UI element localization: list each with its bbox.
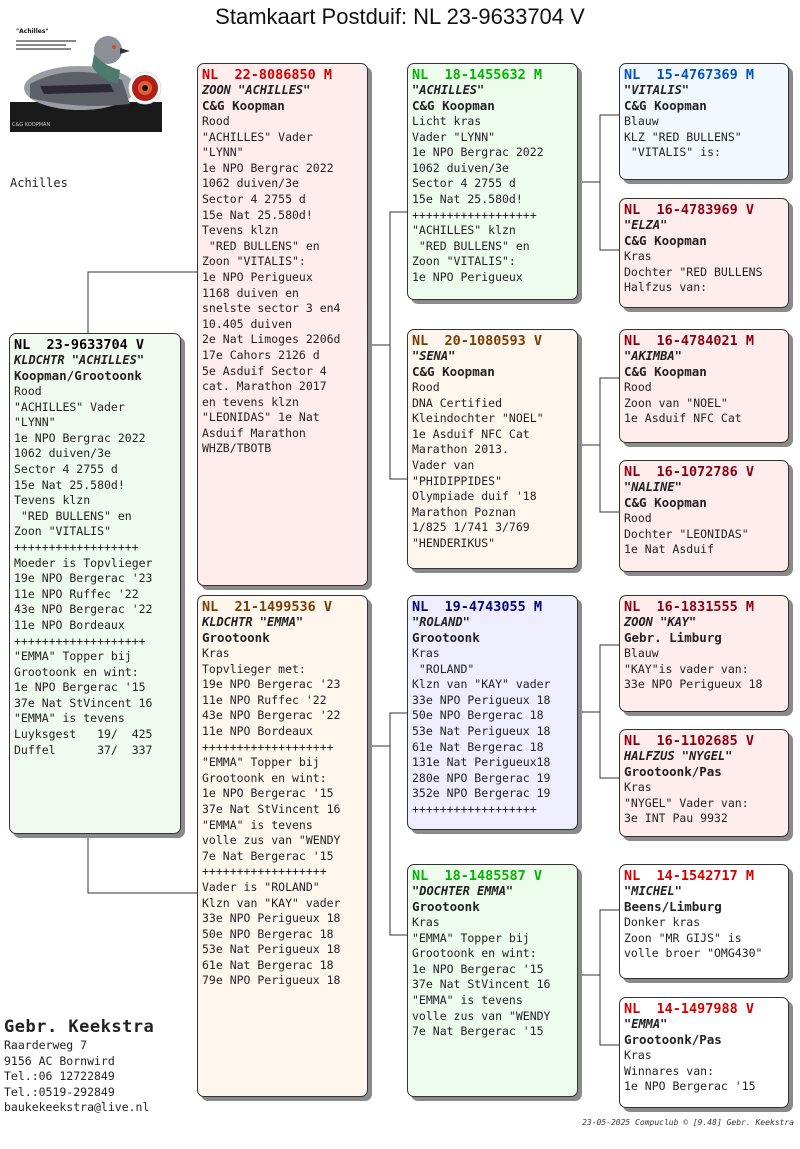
pigeon-name: "SENA" — [412, 349, 456, 363]
info-line: 43e NPO Bergerac '22 — [202, 708, 341, 723]
owner: Grootoonk — [412, 899, 480, 914]
owner: C&G Koopman — [202, 98, 285, 113]
pedigree-card-mother-father — [407, 595, 578, 830]
info-line: en tevens klzn — [202, 394, 299, 409]
info-line: Rood — [14, 384, 42, 398]
pigeon-name: ZOON "KAY" — [624, 615, 697, 629]
info-line: volle zus van "WENDY — [202, 833, 341, 848]
breeder-address: Raarderweg 7 — [4, 1038, 88, 1052]
breeder-phone: Tel.:0519-292849 — [4, 1084, 115, 1099]
info-line: Vader van — [412, 457, 475, 472]
owner: Grootoonk/Pas — [624, 764, 722, 779]
pigeon-name: "VITALIS" — [624, 83, 690, 97]
info-line: Sector 4 2755 d — [202, 191, 306, 206]
info-line: 17e Cahors 2126 d — [202, 347, 320, 362]
info-line: Grootoonk en wint: — [202, 770, 327, 785]
info-line: 11e NPO Bordeaux — [14, 617, 125, 632]
info-line: +++++++++++++++++++ — [14, 633, 146, 648]
info-line: 53e Nat Perigueux 18 — [202, 942, 341, 957]
info-line: Zoon "VITALIS": — [412, 254, 516, 269]
info-line: 7e Nat Bergerac '15 — [202, 848, 334, 863]
pedigree-card-fmf — [619, 329, 789, 443]
info-line: Grootoonk en wint: — [14, 664, 139, 679]
info-line: 33e NPO Perigueux 18 — [624, 677, 763, 692]
info-line: Dochter "LEONIDAS" — [624, 526, 749, 541]
info-line: Rood — [412, 380, 440, 394]
pigeon-name: "ACHILLES" — [412, 83, 485, 97]
owner: Grootoonk — [412, 630, 480, 645]
title-label: Stamkaart Postduif: — [215, 4, 408, 29]
info-line: 1e NPO Bergrac 2022 — [202, 160, 334, 175]
info-line: 33e NPO Perigueux 18 — [202, 911, 341, 926]
info-line: 1e Asduif NFC Cat — [624, 411, 742, 426]
info-line: 131e Nat Perigueux18 — [412, 755, 551, 770]
pigeon-name: HALFZUS "NYGEL" — [624, 749, 733, 763]
info-line: Zoon "VITALIS" — [14, 524, 111, 539]
info-line: "ROLAND" — [412, 661, 475, 676]
ring-number: NL 14-1497988 V — [624, 1001, 755, 1017]
info-line: Grootoonk en wint: — [412, 946, 537, 961]
info-line: Zoon "MR GIJS" is — [624, 930, 742, 945]
info-line: Kras — [624, 780, 652, 794]
ring-number: NL 18-1485587 V — [412, 868, 543, 884]
info-line: ++++++++++++++++++ — [14, 539, 139, 554]
ring-number: NL 21-1499536 V — [202, 599, 333, 615]
info-line: Luyksgest 19/ 425 — [14, 727, 153, 742]
info-line: 15e Nat 25.580d! — [14, 477, 125, 492]
info-line: Tevens klzn — [14, 493, 91, 508]
info-line: Tevens klzn — [202, 223, 279, 238]
pedigree-card-mmf — [619, 864, 789, 979]
info-line: snelste sector 3 en4 — [202, 301, 341, 316]
info-line: 61e Nat Bergerac 18 — [412, 739, 544, 754]
info-line: 11e NPO Ruffec '22 — [14, 586, 139, 601]
ring-number: NL 22-8086850 M — [202, 67, 333, 83]
breeder-email: baukekeekstra@live.nl — [4, 1100, 150, 1114]
info-line: 1062 duiven/3e — [412, 160, 509, 175]
title-ring-number: NL 23-9633704 V — [413, 4, 585, 29]
info-line: 50e NPO Bergerac 18 — [412, 708, 544, 723]
info-line: 2e Nat Limoges 2206d — [202, 332, 341, 347]
info-line: 1e NPO Bergerac '15 — [624, 1079, 756, 1094]
pigeon-name: "AKIMBA" — [624, 349, 682, 363]
info-line: 43e NPO Bergerac '22 — [14, 602, 153, 617]
owner: Koopman/Grootoonk — [14, 368, 142, 383]
info-line: 1e NPO Perigueux — [202, 269, 313, 284]
ring-number: NL 16-4783969 V — [624, 202, 755, 218]
info-line: Rood — [624, 380, 652, 394]
info-line: Blauw — [624, 114, 659, 128]
pigeon-name: "DOCHTER EMMA" — [412, 884, 514, 898]
owner: Grootoonk — [202, 630, 270, 645]
info-line: "LEONIDAS" 1e Nat — [202, 410, 320, 425]
info-line: 1e Asduif NFC Cat — [412, 426, 530, 441]
info-line: "ACHILLES" Vader — [202, 129, 313, 144]
owner: Beens/Limburg — [624, 899, 722, 914]
info-line: "RED BULLENS" en — [412, 238, 530, 253]
info-line: Donker kras — [624, 915, 701, 929]
pigeon-name: KLDCHTR "EMMA" — [202, 615, 304, 629]
info-line: "PHIDIPPIDES" — [412, 473, 503, 488]
photo-caption-lines — [16, 38, 76, 52]
info-line: 37e Nat StVincent 16 — [14, 695, 153, 710]
info-line: Kras — [412, 646, 440, 660]
info-line: 280e NPO Bergerac 19 — [412, 770, 551, 785]
owner: C&G Koopman — [624, 364, 707, 379]
pedigree-card-father-mother — [407, 329, 578, 569]
info-line: "EMMA" Topper bij — [412, 930, 530, 945]
pigeon-name: "NALINE" — [624, 480, 682, 494]
info-line: Olympiade duif '18 — [412, 489, 537, 504]
info-line: "RED BULLENS" en — [14, 508, 132, 523]
pedigree-card-mmm — [619, 997, 789, 1108]
info-line: Asduif Marathon — [202, 425, 306, 440]
owner: C&G Koopman — [412, 98, 495, 113]
pigeon-name: ZOON "ACHILLES" — [202, 83, 311, 97]
info-line: KLZ "RED BULLENS" — [624, 129, 742, 144]
ring-number: NL 15-4767369 M — [624, 67, 755, 83]
owner: Grootoonk/Pas — [624, 1032, 722, 1047]
info-line: "KAY"is vader van: — [624, 661, 749, 676]
pedigree-card-fff — [619, 63, 789, 180]
ring-number: NL 16-1072786 V — [624, 464, 755, 480]
info-line: Blauw — [624, 646, 659, 660]
info-line: ++++++++++++++++++ — [412, 801, 537, 816]
info-line: Licht kras — [412, 114, 482, 128]
owner: C&G Koopman — [624, 98, 707, 113]
info-line: Marathon Poznan — [412, 504, 516, 519]
info-line: Kras — [624, 1048, 652, 1062]
breeder-name: Gebr. Keekstra — [4, 1017, 155, 1037]
info-line: 37e Nat StVincent 16 — [412, 977, 551, 992]
ring-number: NL 16-4784021 M — [624, 333, 755, 349]
info-line: 1/825 1/741 3/769 — [412, 520, 530, 535]
info-line: 53e Nat Perigueux 18 — [412, 723, 551, 738]
ring-number: NL 14-1542717 M — [624, 868, 755, 884]
info-line: ++++++++++++++++++ — [202, 864, 327, 879]
ring-number: NL 19-4743055 M — [412, 599, 543, 615]
info-line: 50e NPO Bergerac 18 — [202, 926, 334, 941]
info-line: 3e INT Pau 9932 — [624, 811, 728, 826]
info-line: 1e NPO Bergrac 2022 — [14, 430, 146, 445]
info-line: 10.405 duiven — [202, 316, 293, 331]
info-line: Kras — [202, 646, 230, 660]
info-line: "EMMA" is tevens — [412, 992, 523, 1007]
info-line: 1062 duiven/3e — [202, 176, 299, 191]
info-line: 1e NPO Bergerac '15 — [14, 680, 146, 695]
info-line: "HENDERIKUS" — [412, 535, 496, 550]
info-line: 19e NPO Bergerac '23 — [202, 677, 341, 692]
info-line: Vader "LYNN" — [412, 129, 496, 144]
breeder-postcode: 9156 AC Bornwird — [4, 1053, 115, 1068]
info-line: cat. Marathon 2017 — [202, 379, 327, 394]
owner: Gebr. Limburg — [624, 630, 722, 645]
info-line: 15e Nat 25.580d! — [412, 191, 523, 206]
info-line: 1e NPO Bergerac '15 — [202, 786, 334, 801]
pigeon-photo — [10, 14, 162, 132]
ring-number: NL 23-9633704 V — [14, 337, 145, 353]
pedigree-card-fmm — [619, 460, 789, 572]
info-line: 19e NPO Bergerac '23 — [14, 571, 153, 586]
info-line: "ACHILLES" klzn — [412, 223, 516, 238]
info-line: "RED BULLENS" en — [202, 238, 320, 253]
info-line: Halfzus van: — [624, 280, 708, 295]
info-line: 5e Asduif Sector 4 — [202, 363, 327, 378]
pedigree-card-mff — [619, 595, 789, 712]
info-line: Dochter "RED BULLENS — [624, 264, 763, 279]
info-line: "EMMA" is tevens — [202, 817, 313, 832]
info-line: Rood — [202, 114, 230, 128]
info-line: "EMMA" Topper bij — [202, 755, 320, 770]
info-line: Vader is "ROLAND" — [202, 879, 320, 894]
info-line: 1e Nat Asduif — [624, 542, 715, 557]
info-line: 11e NPO Ruffec '22 — [202, 692, 327, 707]
info-line: Zoon "VITALIS": — [202, 254, 306, 269]
info-line: 1e NPO Bergerac '15 — [412, 961, 544, 976]
info-line: "NYGEL" Vader van: — [624, 795, 749, 810]
info-line: Klzn van "KAY" vader — [202, 895, 341, 910]
pigeon-name: "MICHEL" — [624, 884, 682, 898]
info-line: Winnares van: — [624, 1063, 715, 1078]
info-line: 15e Nat 25.580d! — [202, 207, 313, 222]
info-line: "ACHILLES" Vader — [14, 399, 125, 414]
pigeon-name: "ROLAND" — [412, 615, 470, 629]
info-line: "LYNN" — [202, 145, 244, 160]
info-line: 352e NPO Bergerac 19 — [412, 786, 551, 801]
breeder-phone-mobile: Tel.:06 12722849 — [4, 1069, 115, 1083]
info-line: 33e NPO Perigueux 18 — [412, 692, 551, 707]
info-line: 1168 duiven en — [202, 285, 299, 300]
info-line: "EMMA" Topper bij — [14, 649, 132, 664]
owner: C&G Koopman — [624, 495, 707, 510]
info-line: Duffel 37/ 337 — [14, 742, 153, 757]
info-line: volle zus van "WENDY — [412, 1008, 551, 1023]
pedigree-card-mfm — [619, 729, 789, 837]
ring-number: NL 16-1831555 M — [624, 599, 755, 615]
info-line: Marathon 2013. — [412, 442, 509, 457]
info-line: Rood — [624, 511, 652, 525]
info-line: "EMMA" is tevens — [14, 711, 125, 726]
info-line: Kras — [624, 249, 652, 263]
info-line: +++++++++++++++++++ — [202, 739, 334, 754]
photo-caption: "Achilles" — [16, 28, 49, 35]
pigeon-name: "EMMA" — [624, 1017, 668, 1031]
info-line: volle broer "OMG430" — [624, 946, 763, 961]
info-line: 37e Nat StVincent 16 — [202, 801, 341, 816]
info-line: ++++++++++++++++++ — [412, 207, 537, 222]
svg-text:C&G KOOPMAN: C&G KOOPMAN — [12, 122, 51, 128]
breeder-info — [4, 1016, 154, 1116]
info-line: Sector 4 2755 d — [412, 176, 516, 191]
info-line: Klzn van "KAY" vader — [412, 677, 551, 692]
info-line: 7e Nat Bergerac '15 — [412, 1024, 544, 1039]
owner: C&G Koopman — [412, 364, 495, 379]
info-line: DNA Certified — [412, 395, 503, 410]
pedigree-card-ffm — [619, 198, 789, 308]
info-line: Kras — [412, 915, 440, 929]
footer-credits: 23-05-2025 Compuclub © [9.48] Gebr. Keekstra — [582, 1118, 794, 1127]
info-line: Sector 4 2755 d — [14, 461, 118, 476]
pedigree-card-father-father — [407, 63, 578, 300]
pedigree-card-subject — [9, 333, 181, 834]
ring-number: NL 16-1102685 V — [624, 733, 755, 749]
side-pigeon-name: Achilles — [10, 176, 68, 190]
pigeon-name: "ELZA" — [624, 218, 668, 232]
info-line: 1e NPO Bergrac 2022 — [412, 145, 544, 160]
ring-number: NL 18-1455632 M — [412, 67, 543, 83]
info-line: "LYNN" — [14, 415, 56, 430]
pigeon-name: KLDCHTR "ACHILLES" — [14, 353, 145, 367]
info-line: 1062 duiven/3e — [14, 446, 111, 461]
info-line: 11e NPO Bordeaux — [202, 723, 313, 738]
info-line: "VITALIS" is: — [624, 145, 721, 160]
pedigree-card-mother — [197, 595, 368, 1097]
pedigree-card-father — [197, 63, 368, 586]
info-line: 61e Nat Bergerac 18 — [202, 957, 334, 972]
info-line: Topvlieger met: — [202, 661, 306, 676]
info-line: Kleindochter "NOEL" — [412, 411, 544, 426]
info-line: 79e NPO Perigueux 18 — [202, 973, 341, 988]
info-line: Moeder is Topvlieger — [14, 555, 153, 570]
info-line: 1e NPO Perigueux — [412, 269, 523, 284]
ring-number: NL 20-1080593 V — [412, 333, 543, 349]
info-line: WHZB/TBOTB — [202, 441, 272, 456]
pedigree-card-mother-mother — [407, 864, 578, 1097]
owner: C&G Koopman — [624, 233, 707, 248]
info-line: Zoon van "NOEL" — [624, 395, 728, 410]
